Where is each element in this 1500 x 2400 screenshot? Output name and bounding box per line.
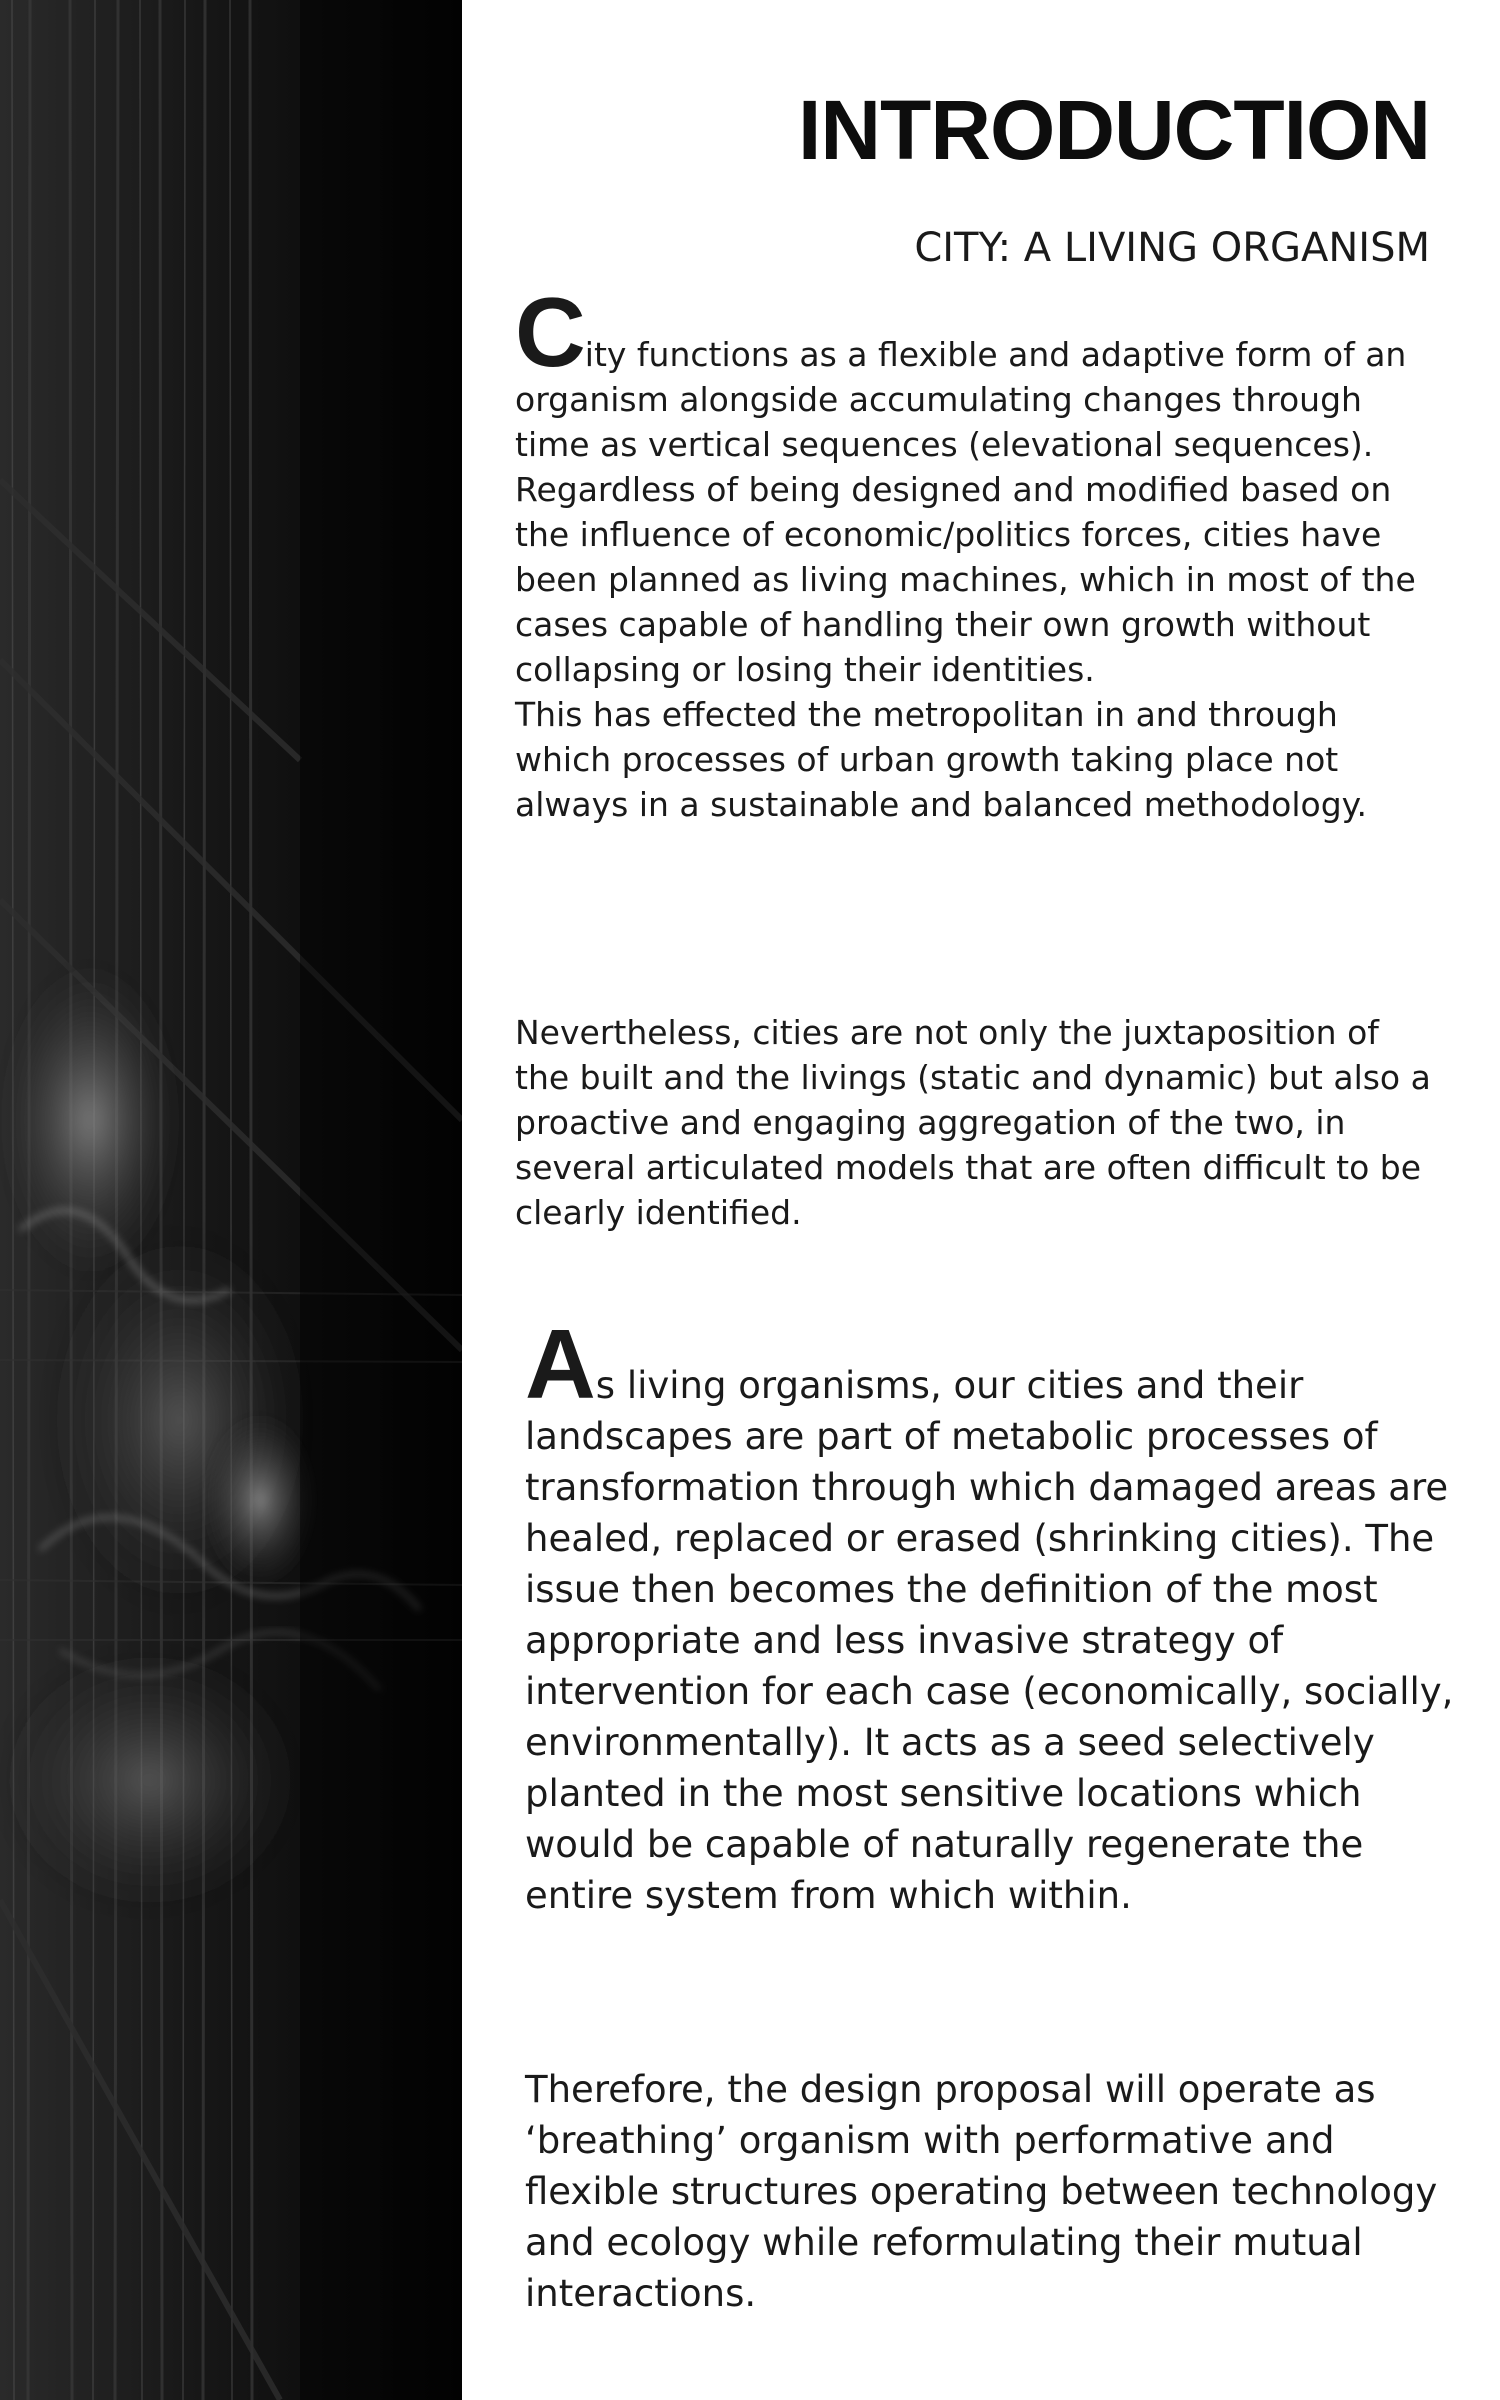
paragraph-3-body: s living organisms, our cities and their landscapes are part of metabolic processes of transformation through which damaged areas are healed, replaced or erased (shrinking cities). The issue then becomes the definition of the most appropriate and less invasive strategy of intervention for each case (economically, socially, environmentally). It acts as a seed selectively planted in the most sensitive locations which would be capable of naturally regenerate the entire system from which within.	[525, 1364, 1454, 1917]
paragraph-1-body: ity functions as a flexible and adaptive form of an organism alongside accumulating changes through time as vertical sequences (elevational sequences). Regardless of being designed and modified based on the influence of economic/politics forces, cities have been planned as living machines, which in most of the cases capable of handling their own growth without collapsing or losing their identities. This has effected the metropolitan in and through which processes of urban growth taking place not always in a sustainable and balanced methodology.	[515, 335, 1416, 824]
paragraph-design-proposal: Therefore, the design proposal will operate as ‘breathing’ organism with performative and flexible structures operating between technology and ecology while reformulating their mutual interactions.	[525, 2068, 1438, 2315]
paragraph-city-functions	[515, 277, 1440, 827]
city-photo-strip	[0, 0, 462, 2400]
city-photo-image	[0, 0, 462, 2400]
text-column	[515, 0, 1465, 2400]
paragraph-living-organisms	[525, 1309, 1455, 1921]
drop-cap-a: A	[525, 1309, 596, 1419]
page-subtitle: CITY: A LIVING ORGANISM	[914, 225, 1430, 271]
page-title: INTRODUCTION	[798, 83, 1430, 177]
paragraph-nevertheless: Nevertheless, cities are not only the juxtaposition of the built and the livings (static and dynamic) but also a proactive and engaging aggregation of the two, in several articulated models that are often difficult to be clearly identified.	[515, 1013, 1431, 1232]
drop-cap-c: C	[515, 277, 585, 387]
